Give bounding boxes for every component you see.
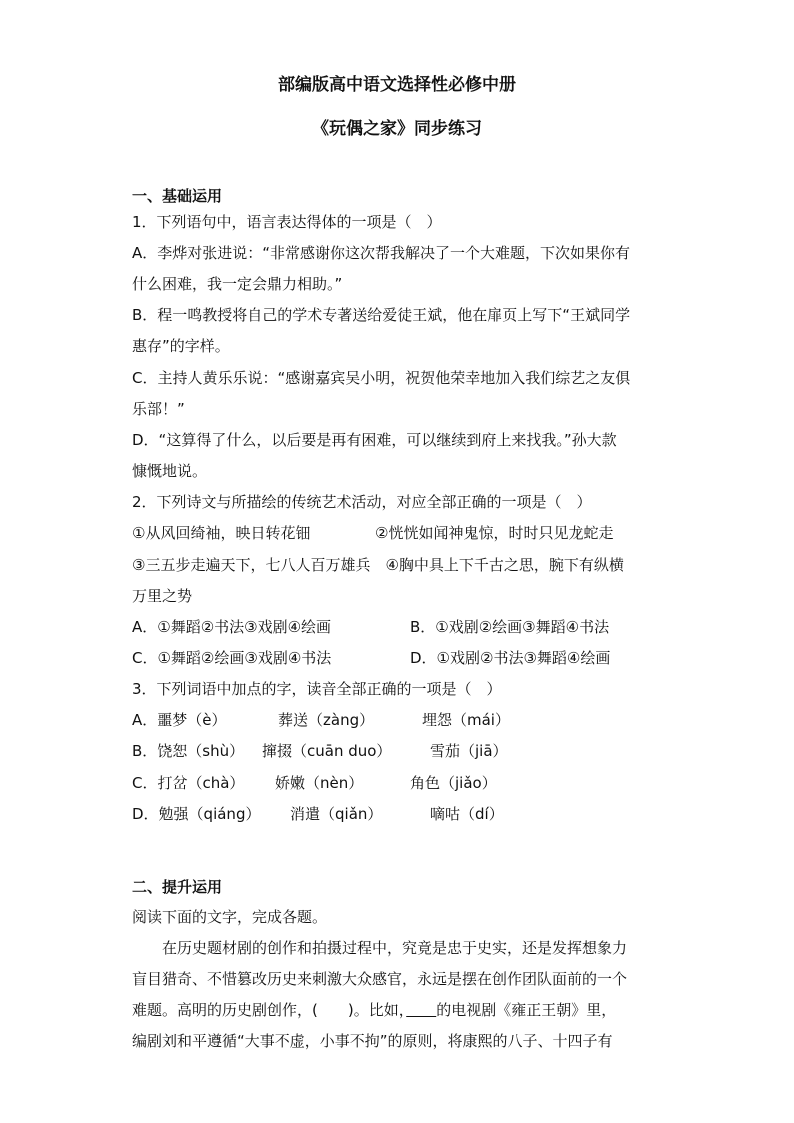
reading-instruction: 阅读下面的文字，完成各题。 xyxy=(132,908,328,926)
q3-stem: 3．下列词语中加点的字，读音全部正确的一项是（ ） xyxy=(132,680,502,698)
passage-line-3-start: 难题。高明的历史剧创作，( )。比如， xyxy=(132,1001,407,1019)
section-heading-advanced: 二、提升运用 xyxy=(132,878,223,896)
q2-stem: 2．下列诗文与所描绘的传统艺术活动，对应全部正确的一项是（ ） xyxy=(132,493,592,511)
passage-line-2: 盲目猎奇、不惜篡改历史来刺激大众感官，永远是摆在创作团队面前的一个 xyxy=(132,970,628,988)
q2-option-c: C．①舞蹈②绘画③戏剧④书法 xyxy=(132,649,332,667)
q3-option-d-word3: 嘀咕（dí） xyxy=(430,805,504,823)
q1-option-a-line2: 什么困难，我一定会鼎力相助。” xyxy=(132,275,343,293)
document-title: 部编版高中语文选择性必修中册 xyxy=(278,75,516,95)
passage-blank xyxy=(406,1001,436,1019)
q1-option-d-line1: D．“这算得了什么，以后要是再有困难，可以继续到府上来找我。”孙大款 xyxy=(132,431,617,449)
passage-line-1: 在历史题材剧的创作和拍摄过程中，究竟是忠于史实，还是发挥想象力 xyxy=(162,939,628,957)
q3-option-b-word2: 撺掇（cuān duo） xyxy=(262,742,392,760)
q2-poem-1: ①从风回绮袖，映日转花钿 xyxy=(132,524,311,542)
document-subtitle: 《玩偶之家》同步练习 xyxy=(312,119,482,139)
q1-option-a-line1: A．李烨对张进说：“非常感谢你这次帮我解决了一个大难题，下次如果你有 xyxy=(132,244,631,262)
q3-option-a-word3: 埋怨（mái） xyxy=(422,711,510,729)
q3-option-d-word1: D．勉强（qiáng） xyxy=(132,805,261,823)
q3-option-c-word3: 角色（jiǎo） xyxy=(410,774,497,792)
q1-option-b-line1: B．程一鸣教授将自己的学术专著送给爱徒王斌，他在扉页上写下“王斌同学 xyxy=(132,306,631,324)
q3-option-c-word2: 娇嫩（nèn） xyxy=(275,774,364,792)
q3-option-a-word1: A．噩梦（è） xyxy=(132,711,227,729)
q3-option-a-word2: 葬送（zàng） xyxy=(278,711,375,729)
q2-poem-3-4: ③三五步走遍天下，七八人百万雄兵 ④胸中具上下千古之思，腕下有纵横 xyxy=(132,556,624,574)
q2-poem-2: ②恍恍如闻神鬼惊，时时只见龙蛇走 xyxy=(375,524,614,542)
q3-option-c-word1: C．打岔（chà） xyxy=(132,774,245,792)
q3-option-d-word2: 消遣（qiǎn） xyxy=(290,805,383,823)
q2-option-d: D．①戏剧②书法③舞蹈④绘画 xyxy=(410,649,611,667)
q1-stem: 1．下列语句中，语言表达得体的一项是（ ） xyxy=(132,213,442,231)
q1-option-c-line1: C．主持人黄乐乐说：“感谢嘉宾吴小明，祝贺他荣幸地加入我们综艺之友俱 xyxy=(132,369,631,387)
passage-line-4: 编剧刘和平遵循“大事不虚，小事不拘”的原则，将康熙的八子、十四子有 xyxy=(132,1032,613,1050)
passage-line-3-end: 的电视剧《雍正王朝》里， xyxy=(436,1001,617,1019)
q1-option-b-line2: 惠存”的字样。 xyxy=(132,337,230,355)
passage-line-3 xyxy=(132,1000,616,1020)
q3-option-b-word1: B．饶恕（shù） xyxy=(132,742,245,760)
section-heading-basic: 一、基础运用 xyxy=(132,187,223,205)
q1-option-c-line2: 乐部！” xyxy=(132,400,185,418)
q1-option-d-line2: 慷慨地说。 xyxy=(132,462,208,480)
q2-option-a: A．①舞蹈②书法③戏剧④绘画 xyxy=(132,618,332,636)
q2-option-b: B．①戏剧②绘画③舞蹈④书法 xyxy=(410,618,610,636)
q3-option-b-word3: 雪茄（jiā） xyxy=(430,742,508,760)
q2-poem-4-cont: 万里之势 xyxy=(132,587,193,605)
